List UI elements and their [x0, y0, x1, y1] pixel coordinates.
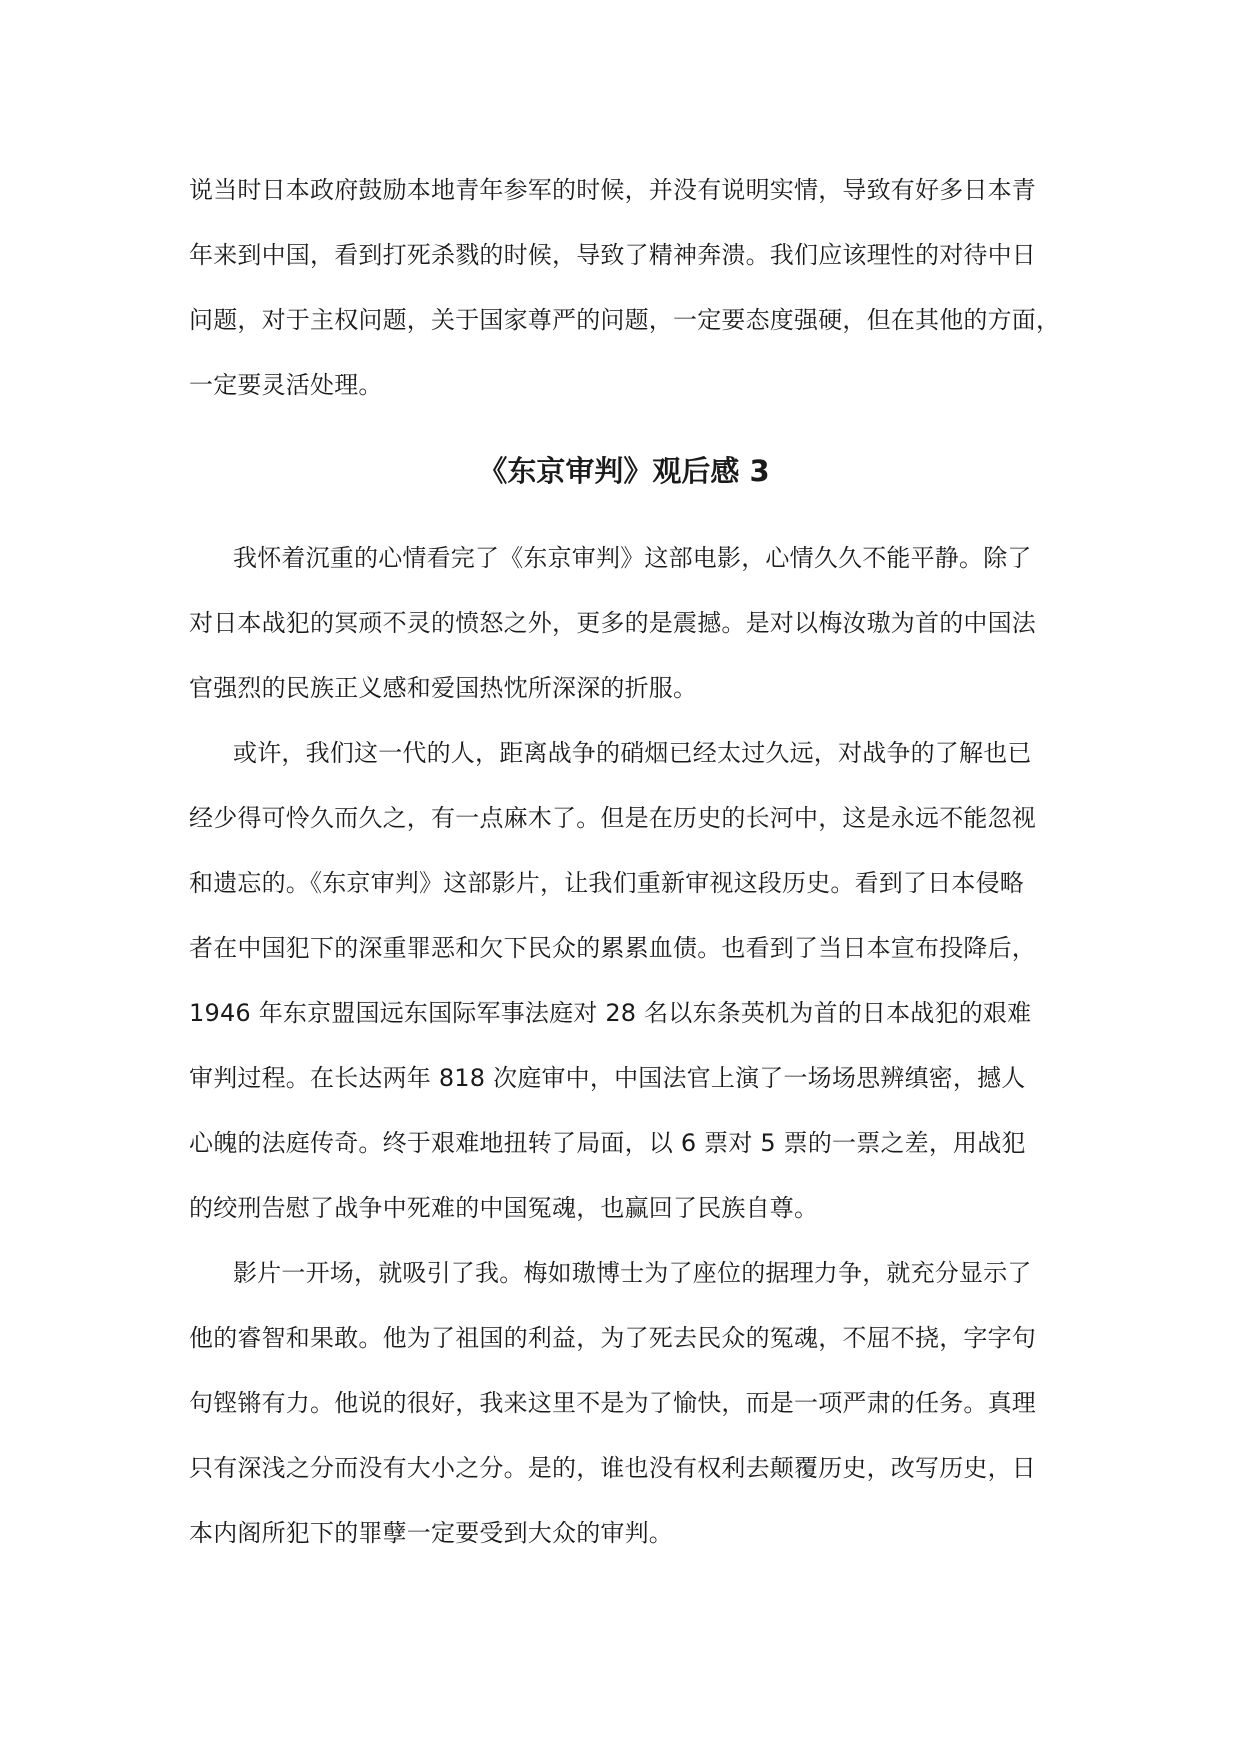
- paragraph-line: 说当时日本政府鼓励本地青年参军的时候，并没有说明实情，导致有好多日本青: [189, 176, 1036, 204]
- body-paragraph-3: [189, 1241, 1059, 1566]
- paragraph-line: 1946 年东京盟国远东国际军事法庭对 28 名以东条英机为首的日本战犯的艰难: [189, 999, 1032, 1027]
- document-body: [189, 158, 1059, 1566]
- paragraph-line: 只有深浅之分而没有大小之分。是的，谁也没有权利去颠覆历史，改写历史，日: [189, 1454, 1036, 1482]
- paragraph-line: 或许，我们这一代的人，距离战争的硝烟已经太过久远，对战争的了解也已: [233, 739, 1032, 767]
- paragraph-line: 者在中国犯下的深重罪恶和欠下民众的累累血债。也看到了当日本宣布投降后，: [189, 934, 1036, 962]
- paragraph-line: 他的睿智和果敢。他为了祖国的利益，为了死去民众的冤魂，不屈不挠，字字句: [189, 1324, 1036, 1352]
- paragraph-line: 年来到中国，看到打死杀戮的时候，导致了精神奔溃。我们应该理性的对待中日: [189, 241, 1036, 269]
- paragraph-line: 和遗忘的。《东京审判》这部影片，让我们重新审视这段历史。看到了日本侵略: [189, 869, 1024, 897]
- section-title: 《东京审判》观后感 3: [478, 454, 770, 488]
- paragraph-line: 本内阁所犯下的罪孽一定要受到大众的审判。: [189, 1519, 673, 1547]
- paragraph-line: 句铿锵有力。他说的很好，我来这里不是为了愉快，而是一项严肃的任务。真理: [189, 1389, 1036, 1417]
- paragraph-line: 影片一开场，就吸引了我。梅如璈博士为了座位的据理力争，就充分显示了: [233, 1259, 1032, 1287]
- intro-paragraph: [189, 158, 1059, 418]
- paragraph-line: 我怀着沉重的心情看完了《东京审判》这部电影，心情久久不能平静。除了: [233, 544, 1032, 572]
- paragraph-line: 对日本战犯的冥顽不灵的愤怒之外，更多的是震撼。是对以梅汝璈为首的中国法: [189, 609, 1036, 637]
- paragraph-line: 经少得可怜久而久之，有一点麻木了。但是在历史的长河中，这是永远不能忽视: [189, 804, 1036, 832]
- body-paragraph-1: [189, 526, 1059, 721]
- paragraph-line: 问题，对于主权问题，关于国家尊严的问题，一定要态度强硬，但在其他的方面，: [189, 306, 1061, 334]
- paragraph-line: 心魄的法庭传奇。终于艰难地扭转了局面，以 6 票对 5 票的一票之差，用战犯: [189, 1129, 1026, 1157]
- paragraph-line: 官强烈的民族正义感和爱国热忱所深深的折服。: [189, 674, 698, 702]
- body-paragraph-2: [189, 721, 1059, 1241]
- paragraph-line: 的绞刑告慰了战争中死难的中国冤魂，也赢回了民族自尊。: [189, 1194, 819, 1222]
- paragraph-line: 一定要灵活处理。: [189, 371, 383, 399]
- paragraph-line: 审判过程。在长达两年 818 次庭审中，中国法官上演了一场场思辨缜密，撼人: [189, 1064, 1026, 1092]
